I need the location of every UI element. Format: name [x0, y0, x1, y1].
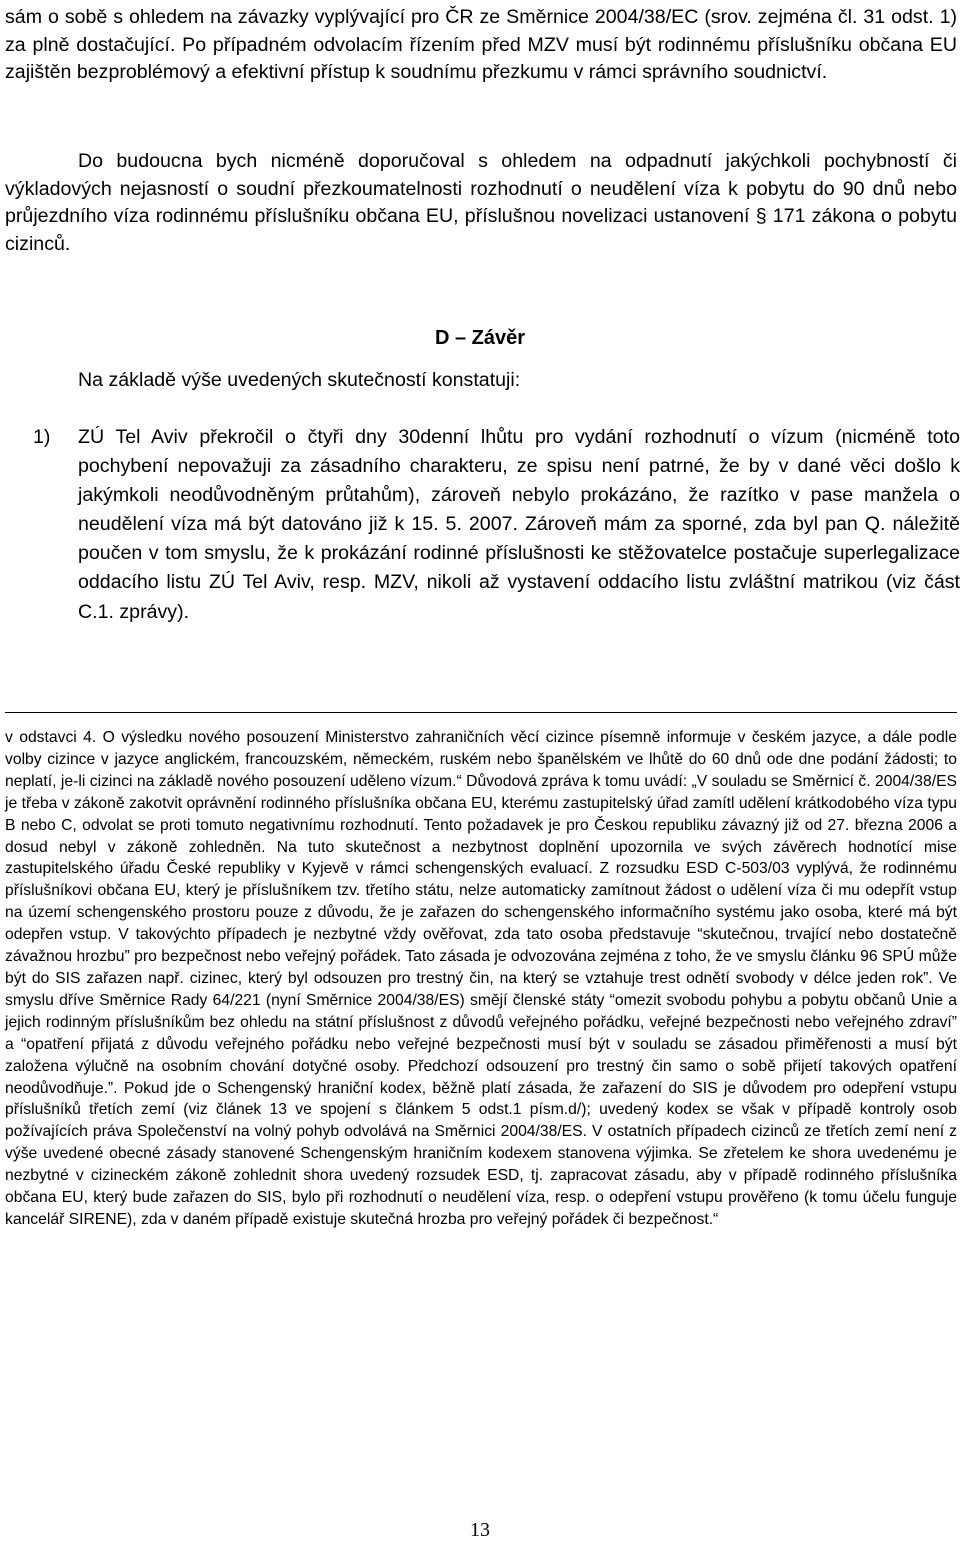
recommendation-paragraph: Do budoucna bych nicméně doporučoval s ohledem na odpadnutí jakýchkoli pochybností či výkladových nejasností o soudní přezkoumatelnosti rozhodnutí o neudělení víza k pobytu do 90 dnů nebo průjezdního víza rodinnému příslušníku občana EU, příslušnou novelizaci ustanovení § 171 zákona o pobytu cizinců. [5, 150, 957, 255]
conclusion-text: ZÚ Tel Aviv překročil o čtyři dny 30denní lhůtu pro vydání rozhodnutí o vízum (nicméně toto pochybení nepovažuji za zásadního charakteru, ze spisu není patrné, že by v dané věci došlo k jakýmkoli neodůvodněným průtahům), zároveň nebylo prokázáno, že razítko v pase manžela o neudělení víza má být datováno již k 15. 5. 2007. Zároveň mám za sporné, zda byl pan Q. náležitě poučen v tom smyslu, že k prokázání rodinné příslušnosti ke stěžovatelce postačuje superlegalizace oddacího listu ZÚ Tel Aviv, resp. MZV, nikoli až vystavení oddacího listu zvláštní matrikou (viz část C.1. zprávy). [78, 426, 960, 623]
continuation-paragraph: sám o sobě s ohledem na závazky vyplývající pro ČR ze Směrnice 2004/38/EC (srov. zejména čl. 31 odst. 1) za plně dostačující. Po případném odvolacím řízením před MZV musí být rodinnému příslušníku občana EU zajištěn bezproblémový a efektivní přístup k soudnímu přezkumu v rámci správního soudnictví. [5, 6, 957, 84]
footnote-separator [5, 712, 957, 713]
footnote-text: v odstavci 4. O výsledku nového posouzení Ministerstvo zahraničních věcí cizince písemně informuje v českém jazyce, a dále podle volby cizince v jazyce anglickém, francouzském, německém, ruském nebo španělském ve lhůtě do 60 dnů ode dne podání žádosti; to neplatí, je-li cizinci na základě nového posouzení uděleno vízum.“ Důvodová zpráva k tomu uvádí: „V souladu se Směrnicí č. 2004/38/ES je třeba v zákoně zakotvit oprávnění rodinného příslušníka občana EU, kterému zastupitelský úřad zamítl udělení krátkodobého víza typu B nebo C, odvolat se proti tomuto negativnímu rozhodnutí. Tento požadavek je pro Českou republiku závazný již od 27. března 2006 a dosud nebyl v zákoně zohledněn. Na tuto skutečnost a nezbytnost doplnění upozornila ve svých závěrech hodnotící mise zastupitelského úřadu České republiky v Kyjevě v rámci schengenských evaluací. Z rozsudku ESD C-503/03 vyplývá, že rodinnému příslušníkovi občana EU, který je příslušníkem tzv. třetího státu, nelze automaticky zamítnout žádost o udělení víza či mu odepřít vstup na území schengenského prostoru pouze z důvodu, že je zařazen do schengenského informačního systému jako osoba, které má být odepřen vstup. V takovýchto případech je nezbytné vždy ověřovat, zda tato osoba představuje “skutečnou, trvající nebo dostatečně závažnou hrozbu” pro bezpečnost nebo veřejný pořádek. Tato zásada je odvozována zejména z toho, že ve smyslu článku 96 SPÚ může být do SIS zařazen např. cizinec, který byl odsouzen pro trestný čin, na který se vztahuje trest odnětí svobody v délce jeden rok”. Ve smyslu dříve Směrnice Rady 64/221 (nyní Směrnice 2004/38/ES) smějí členské státy “omezit svobodu pohybu a pobytu občanů Unie a jejich rodinným příslušníkům bez ohledu na státní příslušnost z důvodů veřejného pořádku, veřejné bezpečnosti nebo veřejného zdraví” a “opatření přijatá z důvodu veřejného pořádku nebo veřejné bezpečnosti musí být v souladu se zásadou přiměřenosti a musí být založena výlučně na osobním chování dotyčné osoby. Předchozí odsouzení pro trestný čin samo o sobě přijetí takových opatření neodůvodňuje.”. Pokud jde o Schengenský hraniční kodex, běžně platí zásada, že zařazení do SIS je důvodem pro odepření vstupu příslušníků třetích zemí (viz článek 13 ve spojení s článkem 5 odst.1 písm.d/); uvedený kodex se však v případě kontroly osob požívajících práva Společenství na volný pohyb odvolává na Směrnici 2004/38/ES. V ostatních případech cizinců ze třetích zemí není z výše uvedené obecné zásady stanovené Schengenským hraničním kodexem stanovena výjimka. Se zřetelem ke shora uvedenému je nezbytné v cizineckém zákoně zohlednit shora uvedený rozsudek ESD, tj. zapracovat zásadu, aby v případě rodinného příslušníka občana EU, který bude zařazen do SIS, bylo při rozhodnutí o neudělení víza, resp. o odepření vstupu prověřeno (k tomu účelu funguje kancelář SIRENE), zda v daném případě existuje skutečná hrozba pro veřejný pořádek či bezpečnost.“ [5, 729, 957, 1228]
page-number: 13 [470, 1519, 490, 1541]
section-heading: D – Závěr [434, 327, 526, 349]
section-intro: Na základě výše uvedených skutečností konstatuji: [78, 369, 521, 391]
conclusion-number: 1) [33, 426, 51, 448]
